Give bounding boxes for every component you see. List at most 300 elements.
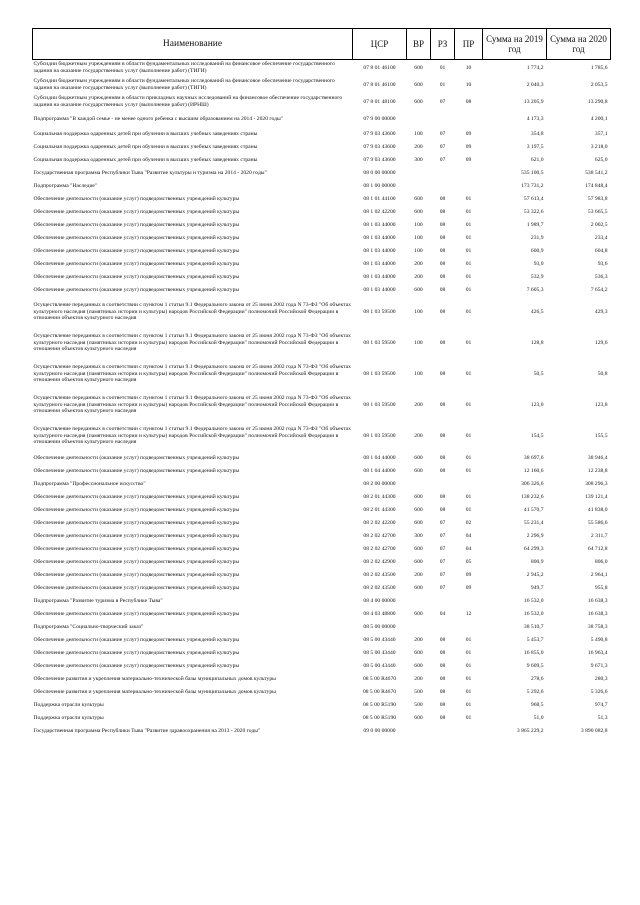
row-sum-2020: 604,8 bbox=[594, 247, 608, 254]
row-csr: 08 2 02 43500 bbox=[363, 584, 396, 591]
row-name: Подпрограмма "Развитие туризма в Республике Тыва" bbox=[33, 597, 163, 604]
row-pr: 01 bbox=[465, 506, 472, 513]
row-sum-2019: 9 609,5 bbox=[526, 662, 544, 669]
row-csr: 08 1 04 44000 bbox=[363, 454, 396, 461]
row-name: Субсидии бюджетным учреждениям в области фундаментальных исследований на финансовое обеспечение государственного задания на оказание государственных услуг (выполнение работ) (ТИГИ) bbox=[33, 61, 335, 75]
row-sum-2019: 50,5 bbox=[533, 370, 544, 377]
row-pr: 01 bbox=[465, 208, 472, 215]
row-sum-2020: 1 785,6 bbox=[590, 64, 608, 71]
row-vr: 200 bbox=[414, 571, 423, 578]
row-pr bbox=[455, 180, 483, 193]
row-sum-2020: 93,6 bbox=[597, 260, 608, 267]
row-sum-2020: 50,8 bbox=[597, 370, 608, 377]
row-csr: 08 1 03 59500 bbox=[363, 339, 396, 346]
row-sum-2020: 38 758,3 bbox=[587, 623, 608, 630]
header-rz: РЗ bbox=[431, 29, 455, 60]
row-csr: 08 1 00 00000 bbox=[363, 182, 396, 189]
row-rz: 07 bbox=[439, 532, 446, 539]
row-sum-2019: 38 697,6 bbox=[523, 454, 544, 461]
row-vr: 600 bbox=[414, 208, 423, 215]
row-rz: 07 bbox=[439, 156, 446, 163]
row-sum-2020: 3 218,0 bbox=[590, 143, 608, 150]
table-row bbox=[33, 465, 611, 478]
row-sum-2019: 1 989,7 bbox=[526, 221, 544, 228]
row-pr: 01 bbox=[465, 370, 472, 377]
row-name: Обеспечение деятельности (оказание услуг) подведомственных учреждений культуры bbox=[33, 610, 240, 617]
table-row bbox=[33, 491, 611, 504]
row-name: Обеспечение деятельности (оказание услуг) подведомственных учреждений культуры bbox=[33, 195, 240, 202]
row-pr: 01 bbox=[465, 675, 472, 682]
row-vr: 100 bbox=[414, 221, 423, 228]
row-name: Государственная программа Республики Тыва "Развитие культуры и туризма на 2014 - 2020 годы" bbox=[33, 169, 267, 176]
row-rz: 07 bbox=[439, 130, 446, 137]
row-vr: 200 bbox=[414, 636, 423, 643]
row-sum-2020: 3 890 082,8 bbox=[580, 727, 608, 734]
row-sum-2019: 2 040,3 bbox=[526, 81, 544, 88]
row-csr: 08 5 00 R4670 bbox=[362, 688, 397, 695]
row-sum-2020: 974,7 bbox=[594, 701, 608, 708]
row-vr: 200 bbox=[414, 143, 423, 150]
row-vr: 600 bbox=[414, 454, 423, 461]
row-sum-2019: 7 605,3 bbox=[526, 286, 544, 293]
row-csr: 08 1 03 59500 bbox=[363, 432, 396, 439]
row-rz: 07 bbox=[439, 558, 446, 565]
row-pr: 10 bbox=[465, 64, 472, 71]
row-rz: 07 bbox=[439, 571, 446, 578]
row-rz: 04 bbox=[439, 610, 446, 617]
row-pr: 05 bbox=[465, 558, 472, 565]
row-csr: 08 5 00 00000 bbox=[363, 623, 396, 630]
row-csr: 07 8 01 46100 bbox=[363, 81, 396, 88]
row-pr: 01 bbox=[465, 286, 472, 293]
row-csr: 08 1 03 44000 bbox=[363, 260, 396, 267]
row-rz bbox=[431, 478, 455, 491]
row-sum-2020: 53 665,5 bbox=[587, 208, 608, 215]
row-sum-2020: 129,6 bbox=[594, 339, 608, 346]
row-csr: 08 1 04 44000 bbox=[363, 467, 396, 474]
row-pr: 01 bbox=[465, 714, 472, 721]
row-rz: 08 bbox=[439, 649, 446, 656]
row-pr: 01 bbox=[465, 221, 472, 228]
row-name: Обеспечение деятельности (оказание услуг) подведомственных учреждений культуры bbox=[33, 636, 240, 643]
row-sum-2020: 233,4 bbox=[594, 234, 608, 241]
row-name: Обеспечение деятельности (оказание услуг) подведомственных учреждений культуры bbox=[33, 545, 240, 552]
row-sum-2019: 3 865 229,2 bbox=[516, 727, 544, 734]
row-pr bbox=[455, 595, 483, 608]
row-name: Обеспечение деятельности (оказание услуг) подведомственных учреждений культуры bbox=[33, 649, 240, 656]
row-sum-2020: 280,3 bbox=[594, 675, 608, 682]
table-row bbox=[33, 390, 611, 421]
row-name: Осуществление переданных в соответствии с пунктом 1 статьи 9.1 Федерального закона от 25 июня 2002 года N 73-ФЗ "Об объектах культурного наследия (памятниках истории и культуры) народов Российской Федерации" полномочий Российской Федерации в отношении объектов культурного наследия bbox=[33, 363, 351, 384]
table-row bbox=[33, 673, 611, 686]
row-sum-2020: 806,0 bbox=[594, 558, 608, 565]
row-name: Обеспечение деятельности (оказание услуг) подведомственных учреждений культуры bbox=[33, 454, 240, 461]
row-sum-2019: 535 100,5 bbox=[521, 169, 544, 176]
row-rz: 08 bbox=[439, 688, 446, 695]
row-vr: 500 bbox=[414, 701, 423, 708]
row-sum-2019: 800,9 bbox=[530, 558, 544, 565]
row-rz: 07 bbox=[439, 519, 446, 526]
row-pr: 12 bbox=[465, 610, 472, 617]
row-sum-2020: 41 838,0 bbox=[587, 506, 608, 513]
row-vr: 600 bbox=[414, 662, 423, 669]
row-sum-2019: 16 532,0 bbox=[523, 610, 544, 617]
table-row bbox=[33, 77, 611, 94]
table-row bbox=[33, 141, 611, 154]
row-name: Обеспечение деятельности (оказание услуг) подведомственных учреждений культуры bbox=[33, 467, 240, 474]
row-vr: 100 bbox=[414, 247, 423, 254]
row-rz: 08 bbox=[439, 234, 446, 241]
row-rz: 08 bbox=[439, 286, 446, 293]
row-vr: 200 bbox=[414, 260, 423, 267]
row-rz: 08 bbox=[439, 714, 446, 721]
row-rz: 01 bbox=[439, 64, 446, 71]
row-rz: 08 bbox=[439, 401, 446, 408]
row-sum-2020: 4 200,1 bbox=[590, 115, 608, 122]
row-pr: 01 bbox=[465, 636, 472, 643]
row-rz: 07 bbox=[439, 143, 446, 150]
row-rz: 08 bbox=[439, 454, 446, 461]
row-csr: 08 0 00 00000 bbox=[363, 169, 396, 176]
row-sum-2019: 426,5 bbox=[530, 308, 544, 315]
table-row bbox=[33, 556, 611, 569]
row-sum-2020: 16 638,3 bbox=[587, 610, 608, 617]
row-sum-2019: 64 299,3 bbox=[523, 545, 544, 552]
row-pr: 01 bbox=[465, 308, 472, 315]
row-sum-2019: 173 731,2 bbox=[521, 182, 544, 189]
row-name: Субсидии бюджетным учреждениям в области фундаментальных исследований на финансовое обеспечение государственного задания на оказание государственных услуг (выполнение работ) (ТИГИ) bbox=[33, 78, 335, 91]
table-row bbox=[33, 647, 611, 660]
row-csr: 08 4 00 00000 bbox=[363, 597, 396, 604]
row-vr: 600 bbox=[414, 610, 423, 617]
row-csr: 09 0 00 00000 bbox=[363, 727, 396, 734]
table-row bbox=[33, 699, 611, 712]
table-row bbox=[33, 180, 611, 193]
row-sum-2019: 2 945,2 bbox=[526, 571, 544, 578]
row-name: Подпрограмма "Профессиональное искусство" bbox=[33, 480, 146, 487]
table-row bbox=[33, 595, 611, 608]
row-name: Субсидии бюджетным учреждениям в области прикладных научных исследований на финансовое обеспечение государственного задания на оказание государственных услуг (выполнение работ) (ИРНШ) bbox=[33, 95, 343, 108]
table-row bbox=[33, 686, 611, 699]
row-vr: 600 bbox=[414, 467, 423, 474]
row-rz: 01 bbox=[439, 81, 446, 88]
row-vr bbox=[407, 167, 431, 180]
row-pr: 01 bbox=[465, 401, 472, 408]
row-name: Обеспечение деятельности (оказание услуг) подведомственных учреждений культуры bbox=[33, 286, 240, 293]
row-rz: 08 bbox=[439, 467, 446, 474]
row-csr: 08 2 00 00000 bbox=[363, 480, 396, 487]
row-vr bbox=[407, 111, 431, 128]
row-sum-2019: 41 570,7 bbox=[523, 506, 544, 513]
table-row bbox=[33, 94, 611, 111]
row-csr: 08 1 03 44000 bbox=[363, 273, 396, 280]
row-sum-2019: 621,0 bbox=[530, 156, 544, 163]
row-pr: 02 bbox=[465, 519, 472, 526]
row-pr: 08 bbox=[465, 98, 472, 105]
table-row bbox=[33, 359, 611, 390]
row-pr: 01 bbox=[465, 247, 472, 254]
table-row bbox=[33, 284, 611, 297]
row-csr: 08 1 01 44100 bbox=[363, 195, 396, 202]
row-rz: 08 bbox=[439, 208, 446, 215]
row-csr: 08 1 03 44000 bbox=[363, 286, 396, 293]
row-csr: 08 1 03 59500 bbox=[363, 370, 396, 377]
row-pr: 01 bbox=[465, 432, 472, 439]
row-csr: 07 9 00 00000 bbox=[363, 115, 396, 122]
row-sum-2019: 3 197,5 bbox=[526, 143, 544, 150]
row-vr: 100 bbox=[414, 308, 423, 315]
row-vr: 600 bbox=[414, 286, 423, 293]
table-row bbox=[33, 621, 611, 634]
row-sum-2019: 2 296,9 bbox=[526, 532, 544, 539]
table-row bbox=[33, 660, 611, 673]
table-row bbox=[33, 111, 611, 128]
row-pr: 09 bbox=[465, 584, 472, 591]
row-csr: 08 2 01 44300 bbox=[363, 506, 396, 513]
row-sum-2019: 16 532,0 bbox=[523, 597, 544, 604]
row-rz bbox=[431, 595, 455, 608]
row-name: Поддержка отрасли культуры bbox=[33, 701, 104, 708]
row-csr: 08 5 00 43440 bbox=[363, 662, 396, 669]
row-name: Социальная поддержка одаренных детей при обучении в высших учебных заведениях страны bbox=[33, 130, 258, 137]
row-name: Обеспечение развития и укрепления материально-технической базы муниципальных домов культуры bbox=[33, 688, 276, 695]
table-row bbox=[33, 478, 611, 491]
row-vr: 600 bbox=[414, 584, 423, 591]
row-pr: 01 bbox=[465, 339, 472, 346]
table-row bbox=[33, 517, 611, 530]
table-body bbox=[33, 60, 611, 738]
table-row bbox=[33, 569, 611, 582]
row-name: Обеспечение деятельности (оказание услуг) подведомственных учреждений культуры bbox=[33, 260, 240, 267]
row-csr: 07 8 01 46100 bbox=[363, 64, 396, 71]
row-name: Осуществление переданных в соответствии с пунктом 1 статьи 9.1 Федерального закона от 25 июня 2002 года N 73-ФЗ "Об объектах культурного наследия (памятниках истории и культуры) народов Российской Федерации" полномочий Российской Федерации в отношении объектов культурного наследия bbox=[33, 332, 351, 353]
row-rz: 07 bbox=[439, 545, 446, 552]
table-row bbox=[33, 608, 611, 621]
row-pr: 01 bbox=[465, 234, 472, 241]
row-csr: 08 5 00 R4670 bbox=[362, 675, 397, 682]
row-name: Обеспечение деятельности (оказание услуг) подведомственных учреждений культуры bbox=[33, 493, 240, 500]
row-vr: 600 bbox=[414, 558, 423, 565]
row-pr: 04 bbox=[465, 532, 472, 539]
row-vr: 600 bbox=[414, 98, 423, 105]
row-sum-2020: 2 002,5 bbox=[590, 221, 608, 228]
row-sum-2020: 38 946,4 bbox=[587, 454, 608, 461]
row-sum-2020: 57 983,8 bbox=[587, 195, 608, 202]
row-vr: 600 bbox=[414, 649, 423, 656]
row-csr: 08 1 03 44000 bbox=[363, 247, 396, 254]
row-vr: 600 bbox=[414, 81, 423, 88]
row-pr bbox=[455, 725, 483, 738]
row-name: Обеспечение деятельности (оказание услуг) подведомственных учреждений культуры bbox=[33, 571, 240, 578]
row-vr bbox=[407, 595, 431, 608]
row-sum-2020: 5 490,8 bbox=[590, 636, 608, 643]
row-vr: 100 bbox=[414, 130, 423, 137]
table-row bbox=[33, 193, 611, 206]
table-row bbox=[33, 712, 611, 725]
row-sum-2020: 55 586,6 bbox=[587, 519, 608, 526]
row-rz: 08 bbox=[439, 636, 446, 643]
row-name: Социальная поддержка одаренных детей при обучении в высших учебных заведениях страны bbox=[33, 156, 258, 163]
row-csr: 08 5 00 R5190 bbox=[362, 701, 397, 708]
row-csr: 08 2 02 42700 bbox=[363, 532, 396, 539]
row-csr: 08 5 00 R5190 bbox=[362, 714, 397, 721]
row-sum-2019: 55 231,4 bbox=[523, 519, 544, 526]
row-name: Подпрограмма "В каждой семье - не менее одного ребенка с высшим образованием на 2014 - 2020 годы" bbox=[33, 115, 284, 122]
row-pr: 09 bbox=[465, 143, 472, 150]
row-sum-2020: 2 311,7 bbox=[590, 532, 608, 539]
row-vr: 200 bbox=[414, 273, 423, 280]
row-vr: 600 bbox=[414, 506, 423, 513]
row-vr: 600 bbox=[414, 545, 423, 552]
row-sum-2020: 9 671,3 bbox=[590, 662, 608, 669]
row-sum-2019: 57 613,4 bbox=[523, 195, 544, 202]
row-pr: 01 bbox=[465, 195, 472, 202]
row-sum-2019: 600,9 bbox=[530, 247, 544, 254]
row-sum-2019: 231,9 bbox=[530, 234, 544, 241]
row-pr: 01 bbox=[465, 260, 472, 267]
header-pr: ПР bbox=[455, 29, 483, 60]
row-sum-2020: 12 238,8 bbox=[587, 467, 608, 474]
row-pr: 01 bbox=[465, 467, 472, 474]
row-sum-2019: 123,0 bbox=[530, 401, 544, 408]
row-vr bbox=[407, 725, 431, 738]
row-rz: 08 bbox=[439, 432, 446, 439]
row-rz bbox=[431, 111, 455, 128]
row-sum-2019: 154,5 bbox=[530, 432, 544, 439]
row-rz: 08 bbox=[439, 370, 446, 377]
budget-document bbox=[32, 28, 610, 738]
row-sum-2020: 357,1 bbox=[594, 130, 608, 137]
table-row bbox=[33, 128, 611, 141]
row-rz: 08 bbox=[439, 339, 446, 346]
row-vr: 600 bbox=[414, 195, 423, 202]
row-sum-2020: 51,3 bbox=[597, 714, 608, 721]
row-rz: 07 bbox=[439, 98, 446, 105]
row-name: Осуществление переданных в соответствии с пунктом 1 статьи 9.1 Федерального закона от 25 июня 2002 года N 73-ФЗ "Об объектах культурного наследия (памятниках истории и культуры) народов Российской Федерации" полномочий Российской Федерации в отношении объектов культурного наследия bbox=[33, 425, 351, 446]
header-csr: ЦСР bbox=[353, 29, 407, 60]
row-sum-2020: 538 541,2 bbox=[585, 169, 608, 176]
row-name: Обеспечение деятельности (оказание услуг) подведомственных учреждений культуры bbox=[33, 662, 240, 669]
row-csr: 07 9 03 43600 bbox=[363, 143, 396, 150]
row-csr: 08 1 03 59500 bbox=[363, 401, 396, 408]
row-vr bbox=[407, 621, 431, 634]
row-vr: 200 bbox=[414, 432, 423, 439]
row-rz bbox=[431, 180, 455, 193]
row-name: Подпрограмма "Социально-творческий заказ" bbox=[33, 623, 144, 630]
row-sum-2020: 174 848,4 bbox=[585, 182, 608, 189]
row-sum-2019: 12 160,6 bbox=[523, 467, 544, 474]
row-rz: 08 bbox=[439, 662, 446, 669]
row-csr: 08 1 03 59500 bbox=[363, 308, 396, 315]
table-row bbox=[33, 421, 611, 452]
table-row bbox=[33, 634, 611, 647]
row-name: Обеспечение развития и укрепления материально-технической базы муниципальных домов культуры bbox=[33, 675, 276, 682]
header-vr: ВР bbox=[407, 29, 431, 60]
row-name: Обеспечение деятельности (оказание услуг) подведомственных учреждений культуры bbox=[33, 208, 240, 215]
row-sum-2019: 968,5 bbox=[530, 701, 544, 708]
row-rz bbox=[431, 621, 455, 634]
budget-table bbox=[32, 28, 611, 738]
row-rz: 08 bbox=[439, 675, 446, 682]
row-sum-2019: 128,8 bbox=[530, 339, 544, 346]
row-csr: 07 8 01 48100 bbox=[363, 98, 396, 105]
table-row bbox=[33, 297, 611, 328]
row-name: Обеспечение деятельности (оказание услуг) подведомственных учреждений культуры bbox=[33, 234, 240, 241]
row-vr: 600 bbox=[414, 714, 423, 721]
row-sum-2020: 955,8 bbox=[594, 584, 608, 591]
row-pr: 04 bbox=[465, 545, 472, 552]
row-pr: 01 bbox=[465, 688, 472, 695]
row-pr: 01 bbox=[465, 493, 472, 500]
row-vr: 200 bbox=[414, 675, 423, 682]
table-row bbox=[33, 167, 611, 180]
row-csr: 08 5 00 43440 bbox=[363, 649, 396, 656]
row-sum-2019: 1 774,2 bbox=[526, 64, 544, 71]
row-pr: 01 bbox=[465, 662, 472, 669]
row-rz: 07 bbox=[439, 584, 446, 591]
table-row bbox=[33, 725, 611, 738]
row-sum-2019: 16 855,0 bbox=[523, 649, 544, 656]
row-sum-2020: 123,8 bbox=[594, 401, 608, 408]
header-sum-2020: Сумма на 2020 год bbox=[547, 29, 611, 60]
row-vr: 100 bbox=[414, 234, 423, 241]
row-pr: 10 bbox=[465, 81, 472, 88]
row-csr: 08 2 02 42900 bbox=[363, 558, 396, 565]
table-row bbox=[33, 219, 611, 232]
row-csr: 08 1 02 42200 bbox=[363, 208, 396, 215]
row-sum-2019: 4 173,3 bbox=[526, 115, 544, 122]
row-sum-2019: 13 205,9 bbox=[523, 98, 544, 105]
row-csr: 08 5 00 43440 bbox=[363, 636, 396, 643]
row-name: Обеспечение деятельности (оказание услуг) подведомственных учреждений культуры bbox=[33, 532, 240, 539]
row-name: Обеспечение деятельности (оказание услуг) подведомственных учреждений культуры bbox=[33, 273, 240, 280]
row-csr: 07 9 03 43600 bbox=[363, 130, 396, 137]
row-name: Поддержка отрасли культуры bbox=[33, 714, 104, 721]
row-vr bbox=[407, 478, 431, 491]
row-name: Осуществление переданных в соответствии с пунктом 1 статьи 9.1 Федерального закона от 25 июня 2002 года N 73-ФЗ "Об объектах культурного наследия (памятниках истории и культуры) народов Российской Федерации" полномочий Российской Федерации в отношении объектов культурного наследия bbox=[33, 301, 351, 322]
row-pr: 01 bbox=[465, 649, 472, 656]
row-sum-2020: 7 654,2 bbox=[590, 286, 608, 293]
table-row bbox=[33, 582, 611, 595]
row-csr: 08 1 03 44000 bbox=[363, 234, 396, 241]
table-row bbox=[33, 530, 611, 543]
row-sum-2020: 16 638,3 bbox=[587, 597, 608, 604]
row-rz: 08 bbox=[439, 195, 446, 202]
row-sum-2019: 93,0 bbox=[533, 260, 544, 267]
table-row bbox=[33, 271, 611, 284]
table-row bbox=[33, 154, 611, 167]
row-name: Государственная программа Республики Тыва "Развитие здравоохранения на 2013 - 2020 годы" bbox=[33, 727, 261, 734]
table-row bbox=[33, 543, 611, 556]
row-name: Обеспечение деятельности (оказание услуг) подведомственных учреждений культуры bbox=[33, 558, 240, 565]
row-sum-2020: 13 290,8 bbox=[587, 98, 608, 105]
row-pr bbox=[455, 111, 483, 128]
row-pr: 01 bbox=[465, 701, 472, 708]
row-sum-2020: 64 712,8 bbox=[587, 545, 608, 552]
row-vr: 300 bbox=[414, 156, 423, 163]
table-header-row bbox=[33, 29, 611, 60]
row-rz: 08 bbox=[439, 701, 446, 708]
row-vr: 200 bbox=[414, 401, 423, 408]
row-sum-2020: 139 121,4 bbox=[585, 493, 608, 500]
row-sum-2019: 532,9 bbox=[530, 273, 544, 280]
row-rz bbox=[431, 725, 455, 738]
row-sum-2020: 2 964,1 bbox=[590, 571, 608, 578]
table-row bbox=[33, 328, 611, 359]
row-pr: 09 bbox=[465, 571, 472, 578]
row-name: Обеспечение деятельности (оказание услуг) подведомственных учреждений культуры bbox=[33, 584, 240, 591]
row-name: Обеспечение деятельности (оказание услуг) подведомственных учреждений культуры bbox=[33, 221, 240, 228]
